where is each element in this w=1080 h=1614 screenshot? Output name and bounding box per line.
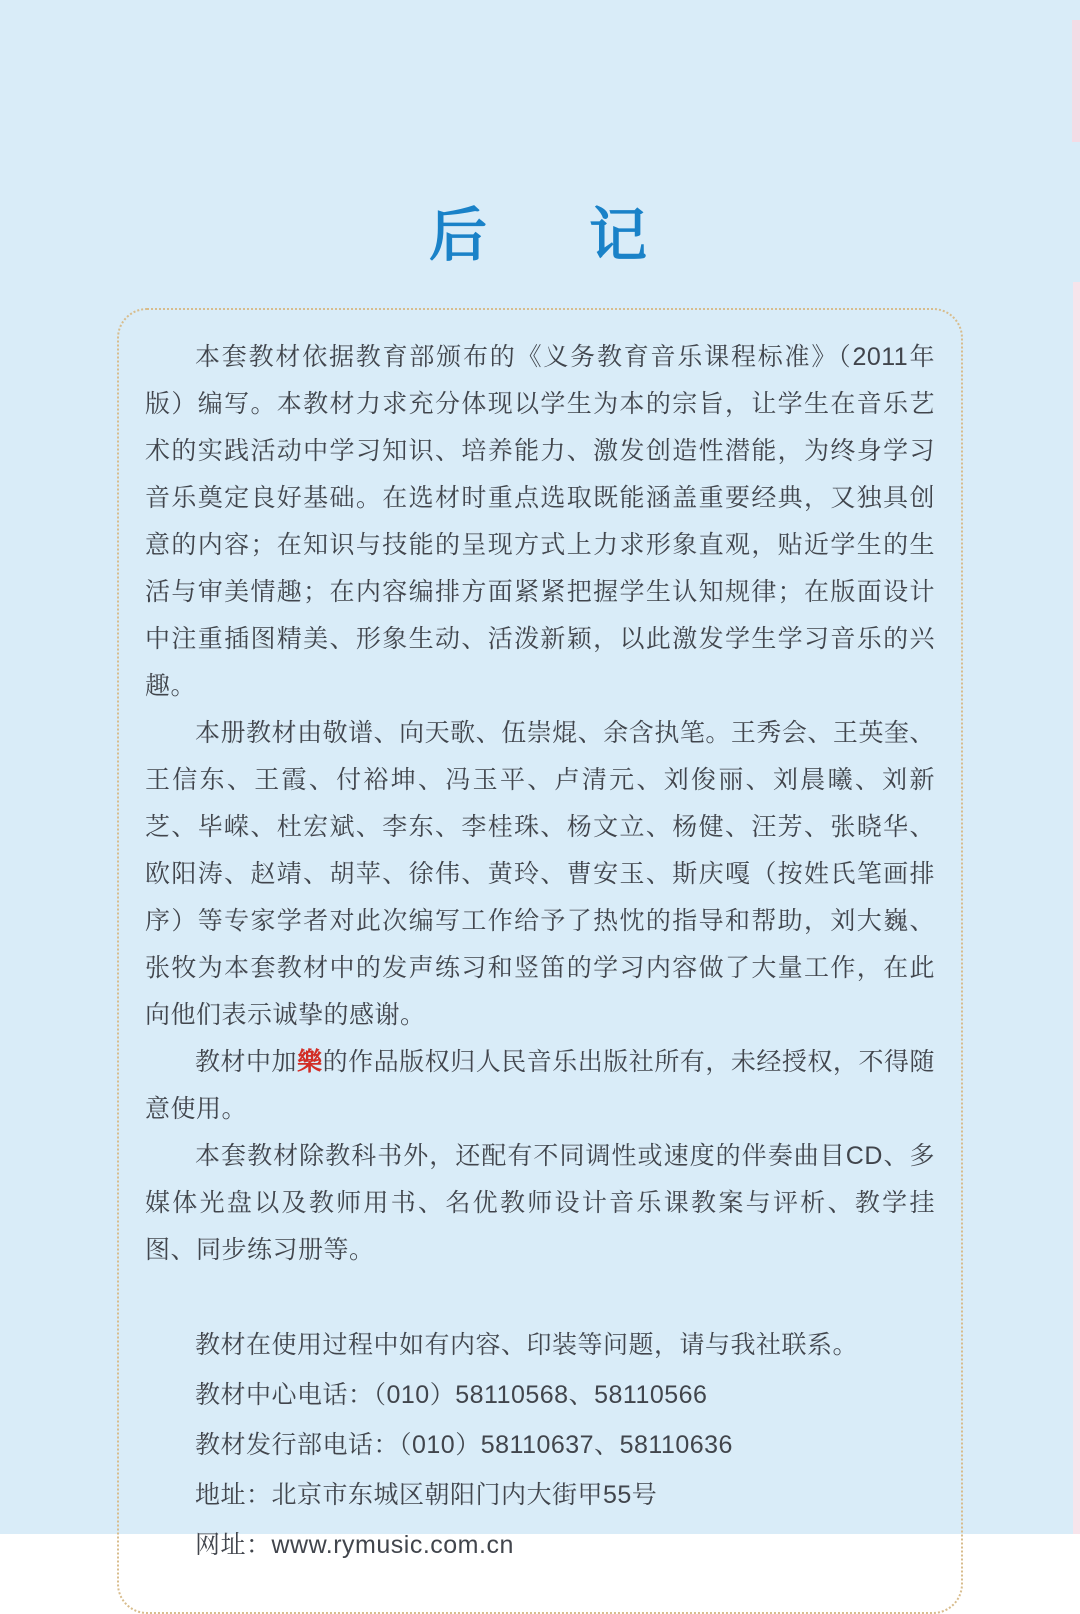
contact-line-address: 地址：北京市东城区朝阳门内大街甲55号	[195, 1481, 658, 1509]
publisher-seal-mark-icon: 樂	[297, 1048, 323, 1076]
paragraph-contributors: 本册教材由敬谱、向天歌、伍崇焜、余含执笔。王秀会、王英奎、王信东、王霞、付裕坤、冯玉平、卢清元、刘俊丽、刘晨曦、刘新芝、毕嵘、杜宏斌、李东、李桂珠、杨文立、杨健、汪芳、张晓华、欧阳涛、赵靖、胡苹、徐伟、黄玲、曹安玉、斯庆嘎（按姓氏笔画排序）等专家学者对此次编写工作给予了热忱的指导和帮助，刘大巍、张牧为本套教材中的发声练习和竖笛的学习内容做了大量工作，在此向他们表示诚挚的感谢。	[145, 719, 935, 1029]
contact-line-website: 网址：www.rymusic.com.cn	[195, 1531, 514, 1559]
copyright-prefix-text: 教材中加	[195, 1048, 298, 1076]
paragraph-supplements: 本套教材除教科书外，还配有不同调性或速度的伴奏曲目CD、多媒体光盘以及教师用书、名优教师设计音乐课教案与评析、教学挂图、同步练习册等。	[145, 1142, 935, 1264]
paragraph-copyright	[145, 1039, 935, 1133]
contact-block	[145, 1320, 935, 1570]
contact-line-center-phone: 教材中心电话：（010）58110568、58110566	[195, 1381, 708, 1409]
copyright-suffix-text: 的作品版权归人民音乐出版社所有，未经授权，不得随意使用。	[145, 1048, 935, 1123]
page-title: 后 记	[428, 203, 652, 268]
contact-line-feedback: 教材在使用过程中如有内容、印装等问题，请与我社联系。	[195, 1331, 859, 1359]
paragraph-standards: 本套教材依据教育部颁布的《义务教育音乐课程标准》（2011年版）编写。本教材力求充分体现以学生为本的宗旨，让学生在音乐艺术的实践活动中学习知识、培养能力、激发创造性潜能，为终身学习音乐奠定良好基础。在选材时重点选取既能涵盖重要经典，又独具创意的内容；在知识与技能的呈现方式上力求形象直观，贴近学生的生活与审美情趣；在内容编排方面紧紧把握学生认知规律；在版面设计中注重插图精美、形象生动、活泼新颖，以此激发学生学习音乐的兴趣。	[145, 343, 935, 700]
contact-line-distribution-phone: 教材发行部电话：（010）58110637、58110636	[195, 1431, 733, 1459]
afterword-text-box	[117, 308, 963, 1614]
